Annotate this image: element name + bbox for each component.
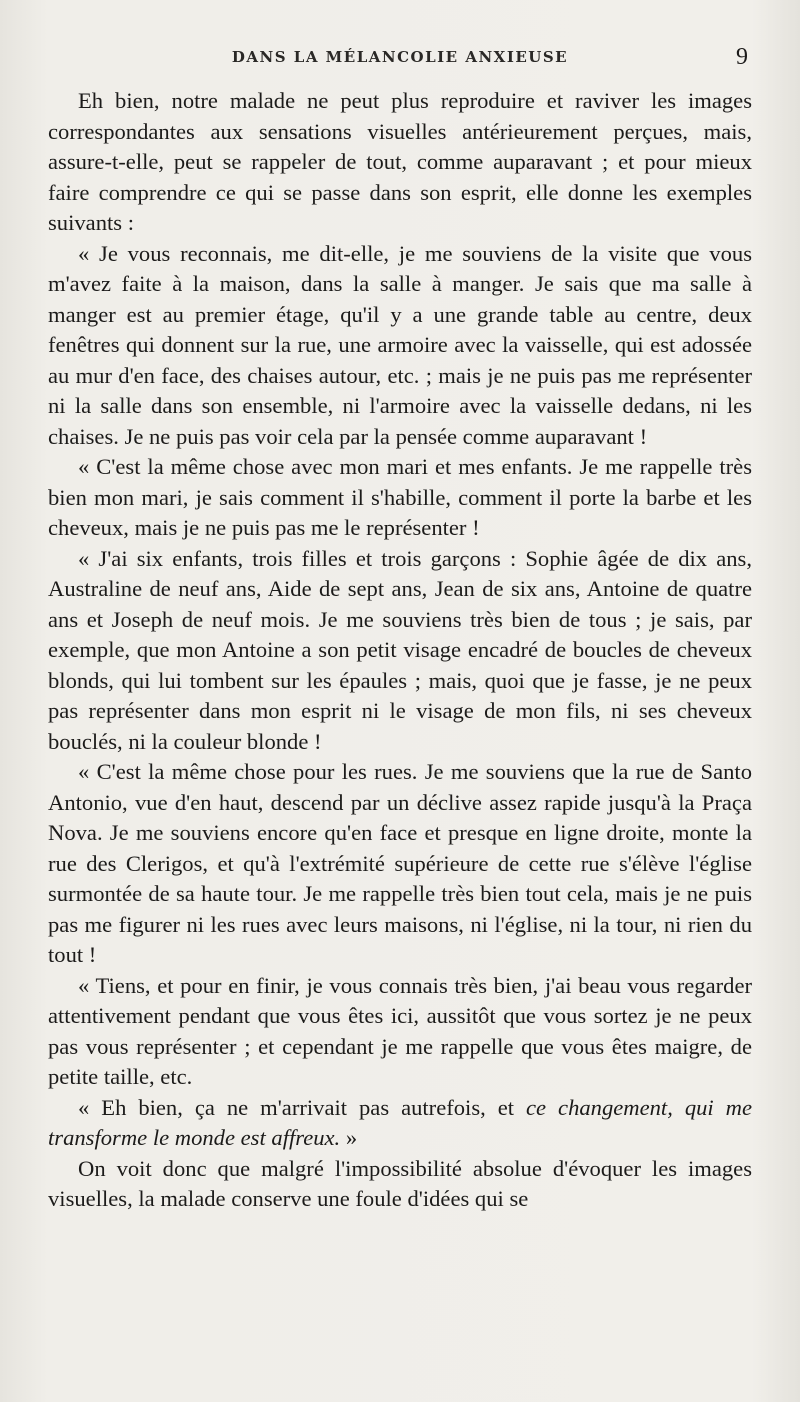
body-text bbox=[48, 86, 752, 1215]
paragraph bbox=[48, 1093, 752, 1154]
paragraph: « Tiens, et pour en finir, je vous connais très bien, j'ai beau vous regarder attentivement pendant que vous êtes ici, aussitôt que vous sortez je ne peux pas vous représenter ; et cependant je me rappelle que vous êtes maigre, de petite taille, etc. bbox=[48, 972, 752, 1089]
paragraph: « C'est la même chose pour les rues. Je me souviens que la rue de Santo Antonio, vue d'en haut, descend par un déclive assez rapide jusqu'à la Praça Nova. Je me souviens encore qu'en face et presque en ligne droite, monte la rue des Clerigos, et qu'à l'extrémité supérieure de cette rue s'élève l'église surmontée de sa haute tour. Je me rappelle très bien tout cela, mais je ne puis pas me figurer ni les rues avec leurs maisons, ni l'église, ni la tour, ni rien du tout ! bbox=[48, 759, 752, 967]
paragraph: « J'ai six enfants, trois filles et trois garçons : Sophie âgée de dix ans, Australine de neuf ans, Aide de sept ans, Jean de six ans, Antoine de quatre ans et Joseph de neuf mois. Je me souviens très bien de tous ; je sais, par exemple, que mon Antoine a son petit visage encadré de boucles de cheveux blonds, qui lui tombent sur les épaules ; mais, quoi que je fasse, je ne peux pas représenter dans mon esprit ni le visage de mon fils, ni ses cheveux bouclés, ni la couleur blonde ! bbox=[48, 545, 752, 754]
page-header bbox=[48, 44, 752, 74]
paragraph: « Je vous reconnais, me dit-elle, je me souviens de la visite que vous m'avez faite à la maison, dans la salle à manger. Je sais que ma salle à manger est au premier étage, qu'il y a une grande table au centre, deux fenêtres qui donnent sur la rue, une armoire avec la vaisselle, qui est adossée au mur d'en face, des chaises autour, etc. ; mais je ne puis pas me représenter ni la salle dans son ensemble, ni l'armoire avec la vaisselle dedans, ni les chaises. Je ne puis pas voir cela par la pensée comme auparavant ! bbox=[48, 240, 752, 449]
paragraph-text: « Eh bien, ça ne m'arrivait pas autrefois, et bbox=[78, 1094, 515, 1120]
paragraph: On voit donc que malgré l'impossibilité absolue d'évoquer les images visuelles, la malade conserve une foule d'idées qui se bbox=[48, 1155, 752, 1211]
italic-phrase: ce changement, qui me transforme le monde est affreux. bbox=[48, 1094, 752, 1150]
paragraph: Eh bien, notre malade ne peut plus reproduire et raviver les images correspondantes aux sensations visuelles antérieurement perçues, mais, assure-t-elle, peut se rappeler de tout, comme auparavant ; et pour mieux faire comprendre ce qui se passe dans son esprit, elle donne les exemples suivants : bbox=[48, 88, 752, 235]
paragraph: « C'est la même chose avec mon mari et mes enfants. Je me rappelle très bien mon mari, je sais comment il s'habille, comment il porte la barbe et les cheveux, mais je ne puis pas me le représenter ! bbox=[48, 454, 752, 540]
page-number: 9 bbox=[736, 44, 748, 70]
running-head: DANS LA MÉLANCOLIE ANXIEUSE bbox=[231, 48, 569, 66]
closing-quote: » bbox=[340, 1125, 358, 1150]
